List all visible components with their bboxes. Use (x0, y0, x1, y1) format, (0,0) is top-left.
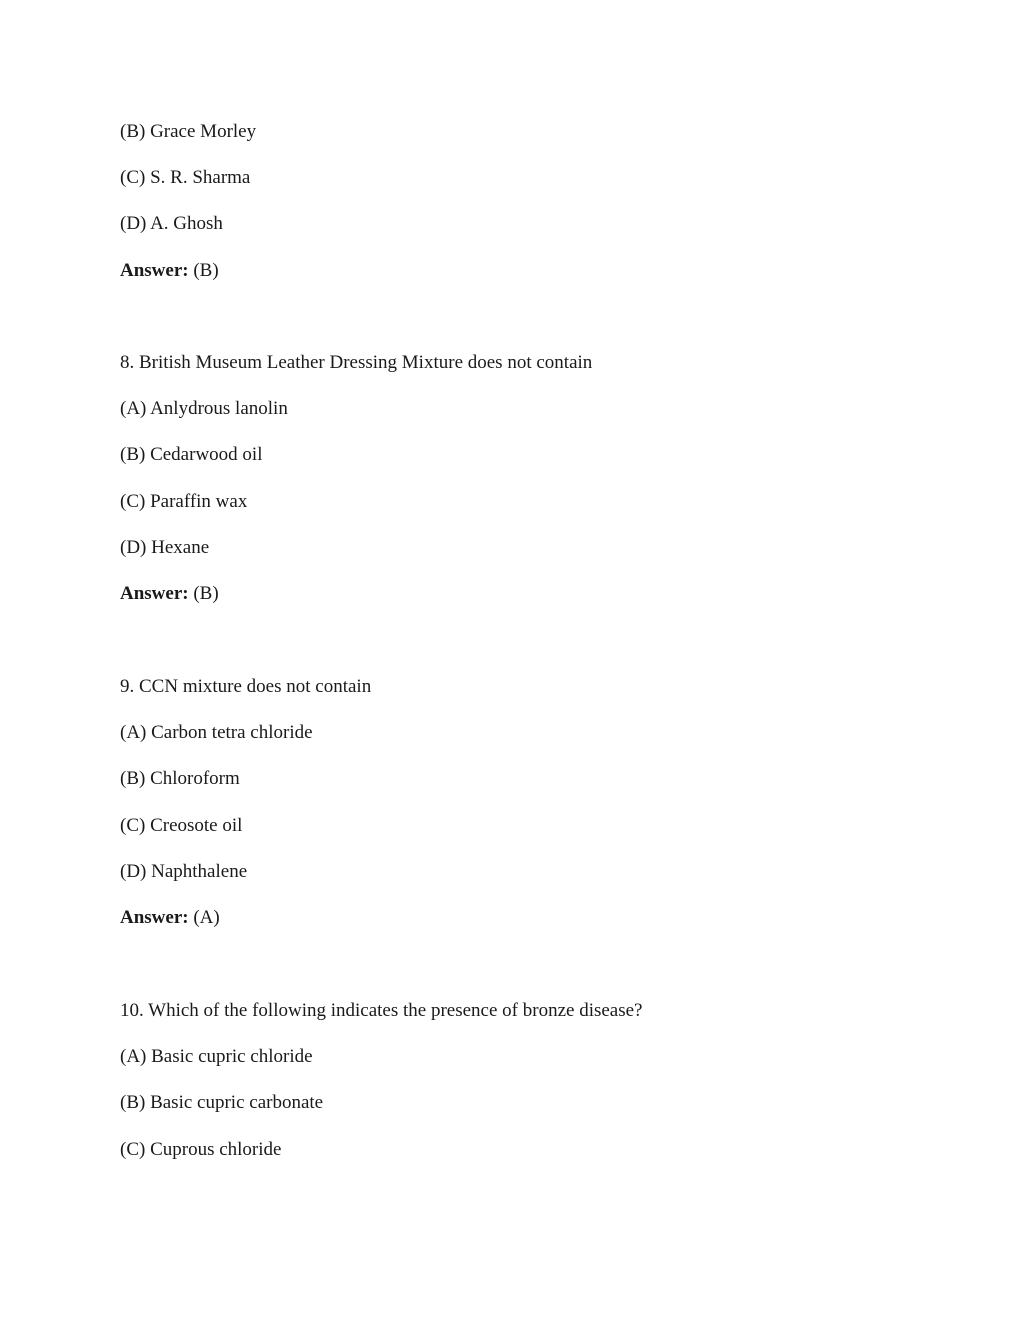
answer-line (120, 906, 220, 930)
option-c: (C) S. R. Sharma (120, 167, 251, 188)
option-a: (A) Basic cupric chloride (120, 1046, 313, 1067)
option-b: (B) Chloroform (120, 768, 240, 789)
option-d: (D) Naphthalene (120, 861, 248, 882)
option-d: (D) A. Ghosh (120, 213, 223, 234)
question-9: 9. CCN mixture does not contain (120, 676, 372, 697)
option-c: (C) Creosote oil (120, 815, 243, 836)
answer-label: Answer: (120, 260, 189, 281)
answer-label: Answer: (120, 907, 189, 928)
answer-line (120, 259, 219, 283)
option-b: (B) Grace Morley (120, 121, 257, 142)
option-a: (A) Anlydrous lanolin (120, 398, 288, 419)
answer-line (120, 582, 219, 606)
option-d: (D) Hexane (120, 537, 210, 558)
answer-value: (A) (193, 907, 220, 928)
option-c: (C) Paraffin wax (120, 491, 248, 512)
answer-value: (B) (193, 583, 219, 604)
option-b: (B) Basic cupric carbonate (120, 1092, 324, 1113)
question-10: 10. Which of the following indicates the presence of bronze disease? (120, 1000, 643, 1021)
option-a: (A) Carbon tetra chloride (120, 722, 313, 743)
answer-label: Answer: (120, 583, 189, 604)
option-b: (B) Cedarwood oil (120, 444, 263, 465)
answer-value: (B) (193, 260, 219, 281)
option-c: (C) Cuprous chloride (120, 1139, 282, 1160)
question-8: 8. British Museum Leather Dressing Mixture does not contain (120, 352, 593, 373)
